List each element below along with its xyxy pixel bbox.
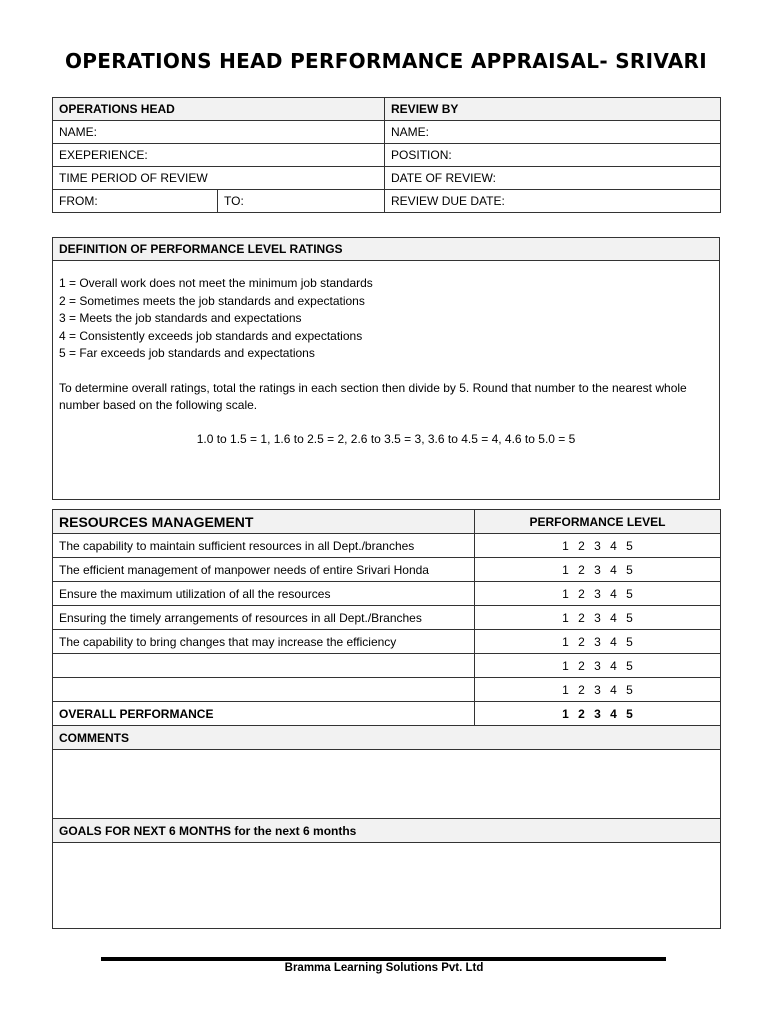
rating-5[interactable]: 5 xyxy=(626,538,633,553)
operations-head-heading: OPERATIONS HEAD xyxy=(53,98,385,121)
overall-performance-label: OVERALL PERFORMANCE xyxy=(53,702,475,726)
comments-heading: COMMENTS xyxy=(53,726,721,750)
level-definition: 3 = Meets the job standards and expectations xyxy=(59,311,302,325)
rating-5[interactable]: 5 xyxy=(626,610,633,625)
footer-divider xyxy=(101,957,666,961)
definitions-table xyxy=(52,237,720,500)
table-row xyxy=(53,121,721,144)
table-row xyxy=(53,630,721,654)
rating-options[interactable] xyxy=(475,534,721,558)
rating-options[interactable] xyxy=(475,630,721,654)
goals-area[interactable] xyxy=(53,843,721,929)
rating-1[interactable]: 1 xyxy=(562,658,569,673)
rating-5[interactable]: 5 xyxy=(626,586,633,601)
rating-1[interactable]: 1 xyxy=(562,682,569,697)
rating-5[interactable]: 5 xyxy=(626,658,633,673)
rating-1[interactable]: 1 xyxy=(562,538,569,553)
name-field[interactable]: NAME: xyxy=(53,121,385,144)
table-row xyxy=(53,582,721,606)
rating-5[interactable]: 5 xyxy=(626,634,633,649)
criterion: The efficient management of manpower needs of entire Srivari Honda xyxy=(53,558,475,582)
rating-4[interactable]: 4 xyxy=(610,706,617,721)
footer-company: Bramma Learning Solutions Pvt. Ltd xyxy=(284,962,484,974)
rating-3[interactable]: 3 xyxy=(594,586,601,601)
table-row xyxy=(53,510,721,534)
rating-4[interactable]: 4 xyxy=(610,634,617,649)
rating-5[interactable]: 5 xyxy=(626,682,633,697)
rating-3[interactable]: 3 xyxy=(594,634,601,649)
criterion-blank[interactable] xyxy=(53,654,475,678)
to-field[interactable]: TO: xyxy=(218,190,385,213)
rating-4[interactable]: 4 xyxy=(610,658,617,673)
table-row xyxy=(53,726,721,750)
review-by-heading: REVIEW BY xyxy=(385,98,721,121)
rating-3[interactable]: 3 xyxy=(594,538,601,553)
table-row xyxy=(53,534,721,558)
rating-1[interactable]: 1 xyxy=(562,634,569,649)
time-period-label: TIME PERIOD OF REVIEW xyxy=(53,167,385,190)
rating-options[interactable] xyxy=(475,558,721,582)
definitions-heading: DEFINITION OF PERFORMANCE LEVEL RATINGS xyxy=(53,238,720,261)
table-row xyxy=(53,750,721,819)
table-row xyxy=(53,238,720,261)
review-due-date-field[interactable]: REVIEW DUE DATE: xyxy=(385,190,721,213)
performance-level-heading: PERFORMANCE LEVEL xyxy=(475,510,721,534)
rating-options[interactable] xyxy=(475,678,721,702)
table-row xyxy=(53,167,721,190)
definitions-body xyxy=(53,261,720,500)
table-row xyxy=(53,558,721,582)
from-field[interactable]: FROM: xyxy=(53,190,218,213)
rating-4[interactable]: 4 xyxy=(610,562,617,577)
table-row xyxy=(53,702,721,726)
rating-options[interactable] xyxy=(475,606,721,630)
rating-2[interactable]: 2 xyxy=(578,682,585,697)
rating-3[interactable]: 3 xyxy=(594,706,601,721)
table-row xyxy=(53,98,721,121)
level-definition: 1 = Overall work does not meet the minimum job standards xyxy=(59,276,373,290)
date-of-review-field[interactable]: DATE OF REVIEW: xyxy=(385,167,721,190)
rating-4[interactable]: 4 xyxy=(610,682,617,697)
rating-3[interactable]: 3 xyxy=(594,562,601,577)
experience-field[interactable]: EXEPERIENCE: xyxy=(53,144,385,167)
rating-1[interactable]: 1 xyxy=(562,562,569,577)
table-row xyxy=(53,819,721,843)
table-row xyxy=(53,678,721,702)
table-row xyxy=(53,144,721,167)
rating-3[interactable]: 3 xyxy=(594,682,601,697)
rating-1[interactable]: 1 xyxy=(562,610,569,625)
criterion: Ensure the maximum utilization of all the resources xyxy=(53,582,475,606)
level-definition: 4 = Consistently exceeds job standards and expectations xyxy=(59,328,363,343)
table-row xyxy=(53,654,721,678)
criterion: The capability to bring changes that may increase the efficiency xyxy=(53,630,475,654)
rating-1[interactable]: 1 xyxy=(562,706,569,721)
rating-3[interactable]: 3 xyxy=(594,658,601,673)
position-field[interactable]: POSITION: xyxy=(385,144,721,167)
rating-instruction: To determine overall ratings, total the ratings in each section then divide by 5. Round that number to the nearest whole number based on the following scale. xyxy=(59,380,687,412)
rating-2[interactable]: 2 xyxy=(578,706,585,721)
criterion-blank[interactable] xyxy=(53,678,475,702)
table-row xyxy=(53,190,721,213)
comments-area[interactable] xyxy=(53,750,721,819)
overall-rating-options[interactable] xyxy=(475,702,721,726)
goals-heading: GOALS FOR NEXT 6 MONTHS for the next 6 months xyxy=(53,819,721,843)
criterion: The capability to maintain sufficient resources in all Dept./branches xyxy=(53,534,475,558)
rating-3[interactable]: 3 xyxy=(594,610,601,625)
rating-scale: 1.0 to 1.5 = 1, 1.6 to 2.5 = 2, 2.6 to 3.5 = 3, 3.6 to 4.5 = 4, 4.6 to 5.0 = 5 xyxy=(196,431,576,446)
reviewer-name-field[interactable]: NAME: xyxy=(385,121,721,144)
rating-5[interactable]: 5 xyxy=(626,706,633,721)
level-definition: 2 = Sometimes meets the job standards and expectations xyxy=(59,293,365,308)
rating-2[interactable]: 2 xyxy=(578,634,585,649)
rating-4[interactable]: 4 xyxy=(610,586,617,601)
resources-heading: RESOURCES MANAGEMENT xyxy=(53,510,475,534)
rating-2[interactable]: 2 xyxy=(578,610,585,625)
rating-2[interactable]: 2 xyxy=(578,586,585,601)
rating-4[interactable]: 4 xyxy=(610,538,617,553)
level-definition: 5 = Far exceeds job standards and expectations xyxy=(59,346,315,360)
header-info-table xyxy=(52,97,721,213)
rating-2[interactable]: 2 xyxy=(578,538,585,553)
table-row xyxy=(53,843,721,929)
rating-1[interactable]: 1 xyxy=(562,586,569,601)
criterion: Ensuring the timely arrangements of resources in all Dept./Branches xyxy=(53,606,475,630)
rating-2[interactable]: 2 xyxy=(578,658,585,673)
page-title: OPERATIONS HEAD PERFORMANCE APPRAISAL- SRIVARI xyxy=(65,49,707,73)
rating-options[interactable] xyxy=(475,654,721,678)
table-row xyxy=(53,261,720,500)
rating-options[interactable] xyxy=(475,582,721,606)
table-row xyxy=(53,606,721,630)
rating-4[interactable]: 4 xyxy=(610,610,617,625)
rating-5[interactable]: 5 xyxy=(626,562,633,577)
rating-2[interactable]: 2 xyxy=(578,562,585,577)
resources-management-table xyxy=(52,509,721,929)
